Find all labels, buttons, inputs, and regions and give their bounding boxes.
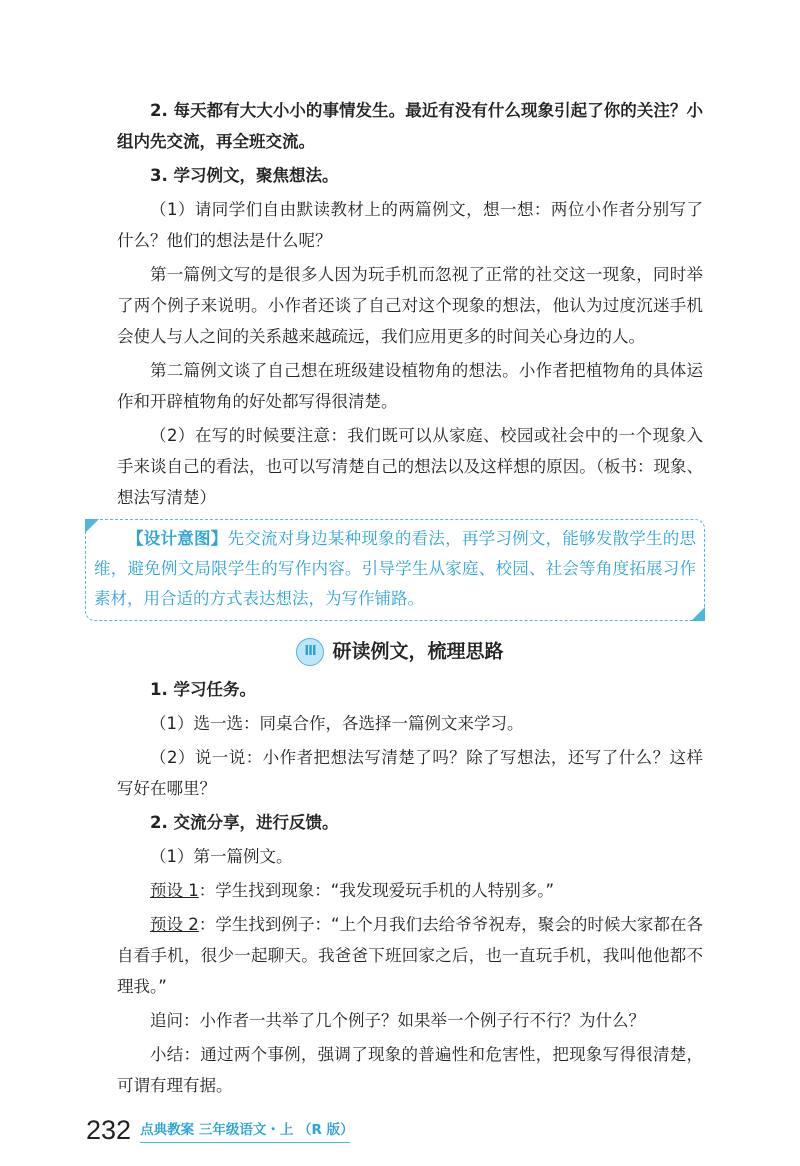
preset-text: ：学生找到现象：“我发现爱玩手机的人特别多。” [198,880,555,900]
paragraph: 第一篇例文写的是很多人因为玩手机而忽视了正常的社交这一现象，同时举了两个例子来说明。小作者还谈了自己对这个现象的想法，他认为过度沉迷手机会使人与人之间的关系越来越疏远，我们应用更多的时间关心身边的人。 [117,265,703,346]
paragraph [117,909,703,1002]
paragraph [117,875,703,906]
paragraph: （2）在写的时候要注意：我们既可以从家庭、校园或社会中的一个现象入手来谈自己的看法，也可以写清楚自己的想法以及这样想的原因。（板书：现象、想法写清楚） [117,426,703,507]
paragraph: 1. 学习任务。 [150,679,256,699]
paragraph: 第二篇例文谈了自己想在班级建设植物角的想法。小作者把植物角的具体运作和开辟植物角的好处都写得很清楚。 [117,361,703,411]
section-title: 研读例文，梳理思路 [332,640,504,663]
design-intent-box [85,519,705,621]
book-title: 点典教案 三年级语文・上 （R 版） [140,1118,350,1143]
design-intent-tag: 【设计意图】 [127,529,228,548]
paragraph: 2. 交流分享，进行反馈。 [150,812,339,832]
design-intent-text [94,524,696,614]
page-footer [86,1115,703,1146]
page-content [86,95,703,1146]
paragraph: 小结：通过两个事例，强调了现象的普遍性和危害性，把现象写得很清楚，可谓有理有据。 [117,1044,703,1095]
paragraph: 3. 学习例文，聚焦想法。 [150,166,339,185]
preset-label: 预设 2 [150,914,199,934]
design-intent-body: 先交流对身边某种现象的看法，再学习例文，能够发散学生的思维，避免例文局限学生的写作内容。引导学生从家庭、校园、社会等角度拓展习作素材，用合适的方式表达想法，为写作铺路。 [94,529,697,608]
page-number: 232 [86,1114,132,1145]
preset-text: ：学生找到例子：“上个月我们去给爷爷祝寿，聚会的时候大家都在各自看手机，很少一起聊天。我爸爸下班回家之后，也一直玩手机，我叫他他都不理我。” [117,914,703,996]
paragraph: （1）第一篇例文。 [150,846,293,866]
paragraph: （1）选一选：同桌合作，各选择一篇例文来学习。 [150,713,524,733]
section-heading [0,635,800,668]
section-number-badge: Ⅲ [296,638,324,666]
preset-label: 预设 1 [150,880,199,900]
paragraph: （1）请同学们自由默读教材上的两篇例文，想一想：两位小作者分别写了什么？他们的想法是什么呢？ [117,200,703,250]
paragraph: （2）说一说：小作者把想法写清楚了吗？除了写想法，还写了什么？这样写好在哪里？ [117,747,703,798]
paragraph: 追问：小作者一共举了几个例子？如果举一个例子行不行？为什么？ [150,1010,645,1030]
paragraph: 2. 每天都有大大小小的事情发生。最近有没有什么现象引起了你的关注？小组内先交流，再全班交流。 [117,101,703,151]
